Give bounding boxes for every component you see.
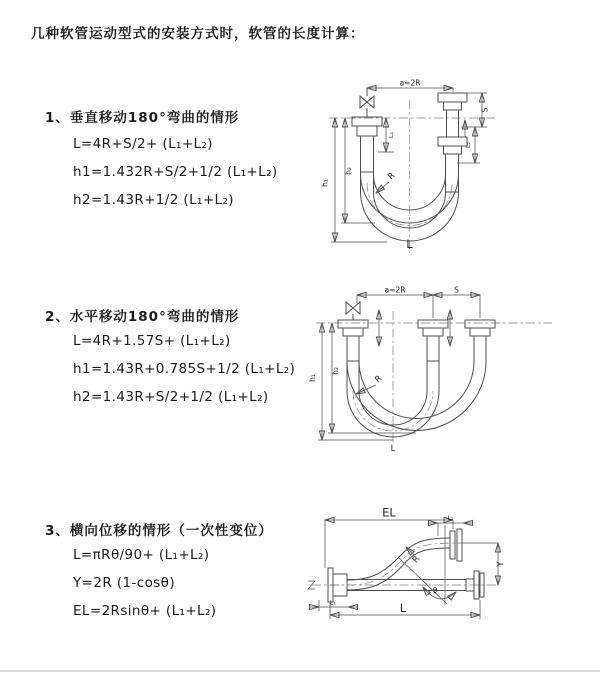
- label-l1: L₁: [387, 131, 395, 139]
- label-h1: h₁: [320, 179, 330, 187]
- label-l-length: L: [406, 237, 413, 251]
- dimension-l1: [378, 118, 395, 152]
- label-l-length: L: [390, 444, 396, 454]
- diagram-lateral-displacement: [300, 495, 580, 675]
- label-l1: L₁: [329, 598, 337, 607]
- diagram-horizontal-180-bend: [300, 283, 570, 468]
- section-3-heading: 3、横向位移的情形（一次性变位）: [45, 523, 273, 539]
- hose-u-displaced: [347, 336, 486, 431]
- section-3-formula-el: EL=2Rsinθ+ (L₁+L₂): [73, 603, 217, 619]
- page-bottom-rule: [0, 670, 600, 672]
- middle-braid: [427, 336, 439, 361]
- radius-pointer: [356, 374, 384, 394]
- label-r: R: [373, 373, 385, 386]
- dimension-l1-bottom: [310, 599, 357, 612]
- label-h2: h₂: [331, 367, 340, 375]
- left-fitting: [352, 88, 382, 136]
- label-l1: L₁: [447, 514, 454, 522]
- section-3-formula-y: Y=2R (1-cosθ): [73, 575, 175, 591]
- label-a2r: a=2R: [384, 285, 406, 295]
- dimension-el: [325, 506, 453, 569]
- label-h2: h₂: [344, 167, 353, 175]
- section-2-heading: 2、水平移动180°弯曲的情形: [45, 309, 240, 325]
- label-r: R: [386, 170, 398, 183]
- label-r: R: [410, 554, 423, 566]
- label-y: Y: [496, 561, 506, 567]
- radius-line: [398, 557, 447, 604]
- diagram-vertical-180-bend: [305, 75, 565, 270]
- section-3-formula-l: L=πRθ/90+ (L₁+L₂): [73, 547, 210, 563]
- label-l-length: L: [399, 601, 407, 615]
- dimension-l2: [457, 127, 480, 163]
- valve-icon: [346, 302, 360, 314]
- dimension-h2: [341, 118, 375, 223]
- section-1-formula-h1: h1=1.432R+S/2+1/2 (L₁+L₂): [73, 164, 278, 180]
- section-2-formula-l: L=4R+1.57S+ (L₁+L₂): [73, 333, 231, 349]
- left-braid: [347, 336, 359, 361]
- label-el: EL: [382, 505, 396, 520]
- right-fitting: [438, 93, 467, 154]
- label-a2r: a=2R: [399, 78, 421, 88]
- dimension-l: [330, 600, 480, 619]
- section-1-formula-l: L=4R+S/2+ (L₁+L₂): [73, 136, 213, 152]
- section-2-formula-h1: h1=1.43R+0.785S+1/2 (L₁+L₂): [73, 361, 296, 377]
- dimension-a2r: [367, 79, 453, 93]
- left-braid: [361, 136, 374, 172]
- label-theta: θ: [432, 586, 438, 595]
- upper-right-flange: [450, 529, 462, 561]
- centerlines: [316, 311, 552, 445]
- label-h1: h₁: [308, 374, 317, 382]
- valve-icon: [360, 96, 374, 108]
- middle-fitting: [418, 320, 448, 336]
- label-s: S: [454, 285, 459, 295]
- dimension-h1: [321, 118, 388, 242]
- radius-pointer: [376, 171, 397, 193]
- right-fitting-displaced: [465, 320, 495, 336]
- dimension-s: [433, 286, 480, 319]
- page-title: 几种软管运动型式的安装方式时，软管的长度计算：: [31, 26, 365, 42]
- section-1-heading: 1、垂直移动180°弯曲的情形: [45, 110, 240, 126]
- left-fitting: [338, 302, 368, 336]
- section-2-formula-h2: h2=1.43R+S/2+1/2 (L₁+L₂): [73, 389, 269, 405]
- label-l2: L₂: [464, 141, 472, 149]
- centerlines: [329, 100, 495, 253]
- label-s: S: [480, 107, 490, 113]
- section-1-formula-h2: h2=1.43R+1/2 (L₁+L₂): [73, 192, 234, 208]
- dimension-a2r: [357, 286, 433, 319]
